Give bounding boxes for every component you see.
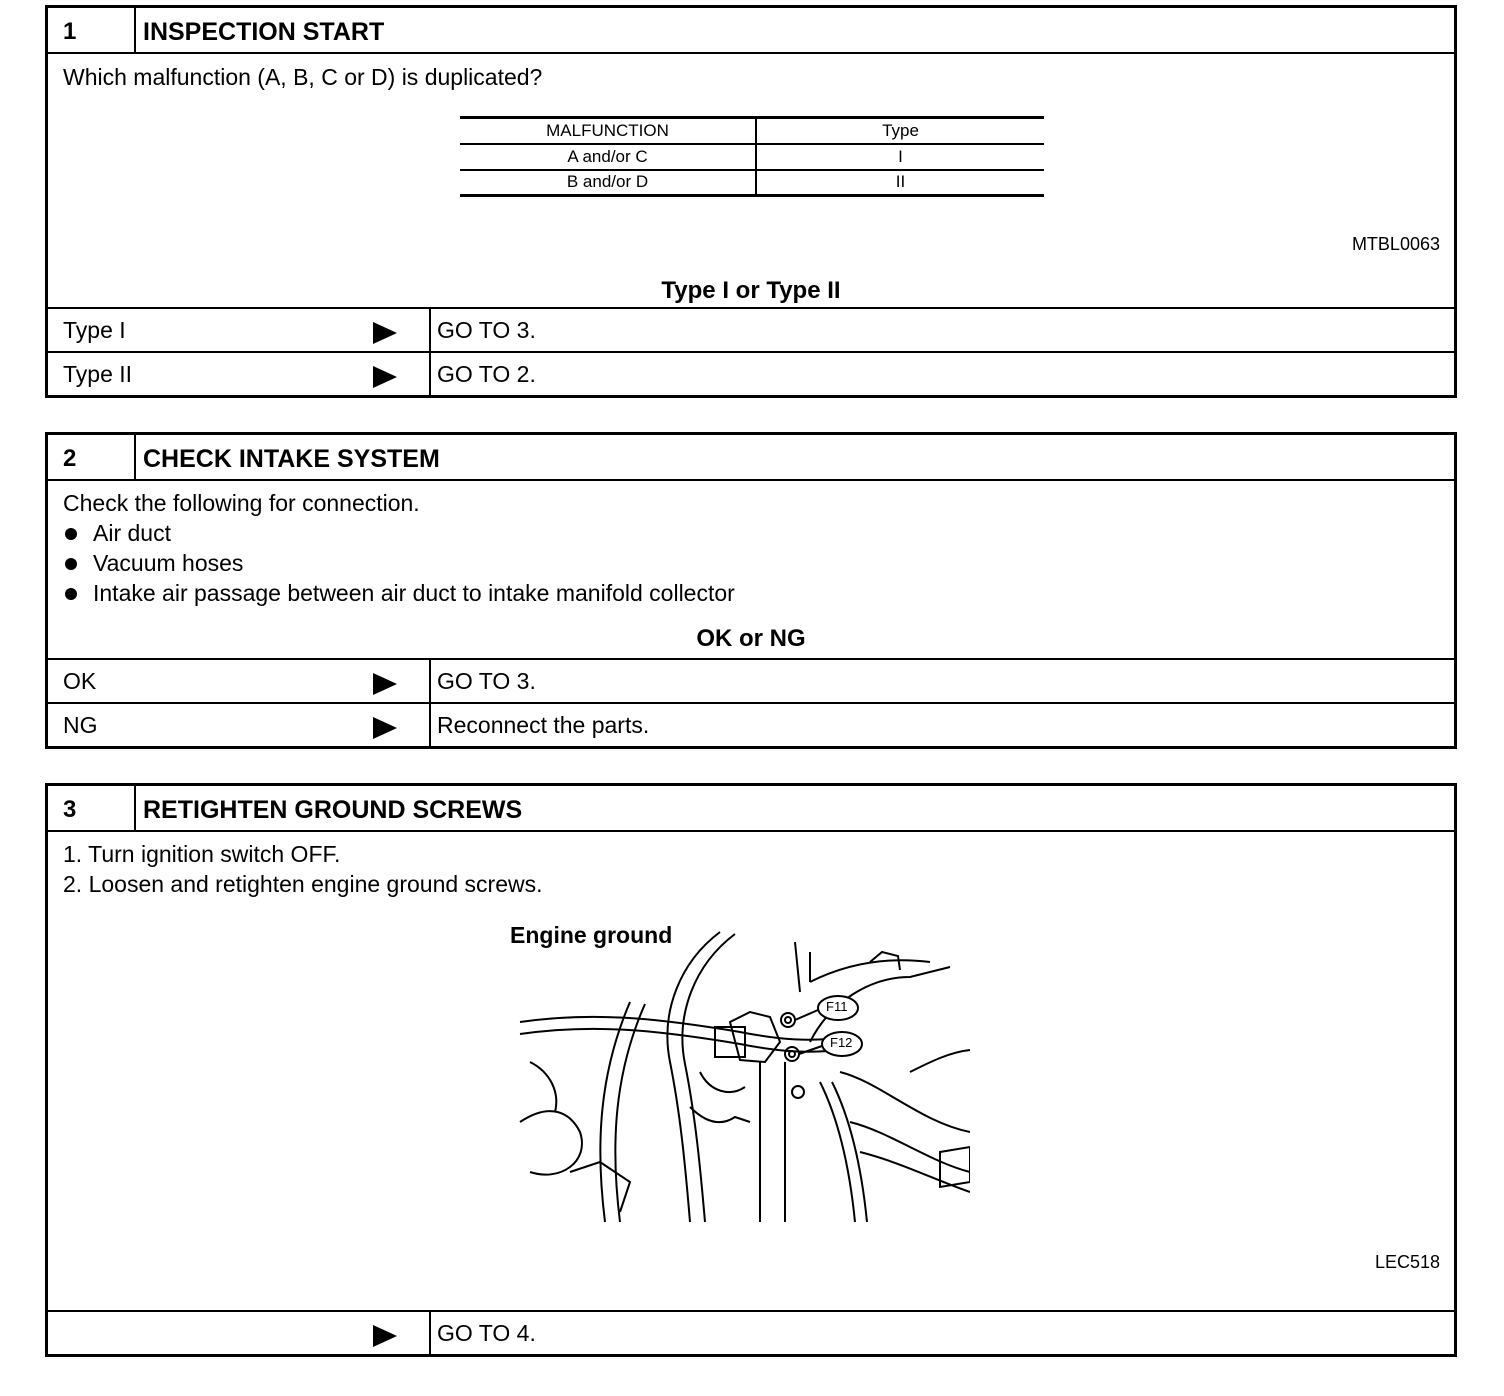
outcome-label-cell	[48, 353, 431, 395]
step-header	[48, 8, 1454, 54]
arrow-right-icon	[373, 673, 397, 695]
outcome-row	[48, 702, 1454, 746]
step-title: CHECK INTAKE SYSTEM	[143, 445, 440, 473]
table-header: MALFUNCTION	[460, 118, 756, 144]
intro-text: Check the following for connection.	[63, 490, 420, 516]
instruction-step: 2. Loosen and retighten engine ground screws.	[63, 871, 543, 897]
outcome-label: Type II	[63, 361, 133, 387]
figure-code: LEC518	[1374, 1252, 1440, 1272]
list-item: Vacuum hoses	[63, 550, 243, 577]
step-number: 1	[48, 8, 136, 52]
outcome-result: GO TO 3.	[437, 317, 536, 343]
arrow-right-icon	[373, 366, 397, 388]
figure-caption: Engine ground	[510, 922, 673, 948]
callout-label: F12	[830, 1035, 853, 1050]
step-2-box	[45, 432, 1457, 749]
figure-code: MTBL0063	[1351, 234, 1440, 254]
step-title: INSPECTION START	[143, 18, 385, 46]
engine-ground-figure	[510, 922, 970, 1232]
bullet-icon	[65, 528, 77, 540]
table-cell: B and/or D	[460, 170, 756, 196]
step-1-box	[45, 5, 1457, 398]
malfunction-table	[460, 116, 1044, 197]
outcome-row	[48, 351, 1454, 395]
outcome-label-cell	[48, 704, 431, 746]
outcome-row	[48, 307, 1454, 351]
bullet-icon	[65, 558, 77, 570]
table-header-row	[460, 118, 1044, 144]
outcome-result: GO TO 2.	[437, 361, 536, 387]
table-cell: I	[756, 144, 1044, 170]
outcome-row	[48, 1310, 1454, 1357]
list-item: Air duct	[63, 520, 171, 547]
outcome-label-cell	[48, 309, 431, 351]
outcome-label-cell	[48, 1312, 431, 1357]
arrow-right-icon	[373, 322, 397, 344]
step-3-box	[45, 783, 1457, 1357]
arrow-right-icon	[373, 1325, 397, 1347]
outcome-row	[48, 658, 1454, 702]
table-row	[460, 170, 1044, 196]
step-header	[48, 435, 1454, 481]
bullet-icon	[65, 588, 77, 600]
instruction-step: 1. Turn ignition switch OFF.	[63, 841, 341, 867]
table-header: Type	[882, 120, 919, 140]
step-header	[48, 786, 1454, 832]
decision-label: Type I or Type II	[661, 277, 841, 304]
outcome-label-cell	[48, 660, 431, 702]
question-text: Which malfunction (A, B, C or D) is duplicated?	[63, 64, 543, 90]
outcome-label: Type I	[63, 317, 126, 343]
table-cell: II	[756, 170, 1044, 196]
step-number: 2	[48, 435, 136, 479]
outcome-result: Reconnect the parts.	[437, 712, 650, 738]
table-cell: A and/or C	[460, 144, 756, 170]
outcome-label: OK	[63, 668, 97, 694]
engine-ground-illustration	[510, 922, 970, 1232]
arrow-right-icon	[373, 717, 397, 739]
list-item: Intake air passage between air duct to intake manifold collector	[63, 580, 735, 607]
step-title: RETIGHTEN GROUND SCREWS	[143, 796, 523, 824]
outcome-result: GO TO 4.	[437, 1320, 536, 1346]
table-row	[460, 144, 1044, 170]
callout-label: F11	[826, 999, 848, 1014]
decision-label: OK or NG	[696, 625, 806, 652]
outcome-label: NG	[63, 712, 98, 738]
step-number: 3	[48, 786, 136, 830]
outcome-result: GO TO 3.	[437, 668, 536, 694]
